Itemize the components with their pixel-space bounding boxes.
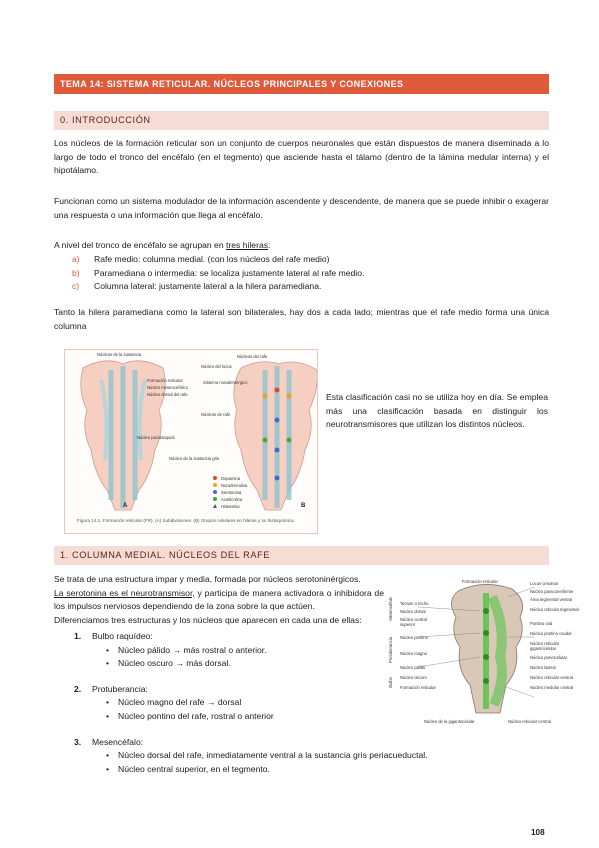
medial-paragraph-1: Se trata de una estructura impar y media, formada por núcleos serotoninérgicos. [54, 574, 361, 584]
legend-item: Noradrenalina [221, 483, 248, 488]
figure-label: Núcleo de la gigantocelular [424, 719, 475, 724]
figure-label: Núcleo reticular ventral [530, 675, 573, 680]
intro-paragraph-4: Tanto la hilera paramediana como la lateral son bilaterales, hay dos a cada lado; mientras que el rafe medio forma una única columna [54, 307, 549, 331]
list-item [72, 280, 542, 294]
medial-intro [54, 573, 384, 627]
structure-number: 1. [74, 631, 82, 641]
figure-legend-markers [213, 476, 217, 508]
figure-label: Núcleo reticular central [508, 719, 551, 724]
list-item-text: Núcleo central superior, en el tegmento. [118, 763, 270, 774]
figure-label: Núcleo central superior [400, 617, 427, 627]
list-item [72, 267, 542, 281]
bullet-icon: • [106, 750, 110, 761]
figure-label: Núcleo reticular tegmental [530, 607, 579, 612]
figure-label: Núcleo pontino [400, 635, 428, 640]
figure-label: Núcleo lateral [530, 665, 556, 670]
list-item [106, 763, 474, 777]
bullet-icon: • [106, 697, 110, 708]
figure-label: Núcleos del rafe [237, 354, 268, 359]
figure-label: Núcleo pálido [400, 665, 426, 670]
figure-label: Formación reticular [462, 579, 498, 584]
structure-name: Protuberancia: [92, 683, 148, 694]
figure-label: Núcleos de rafe [201, 412, 231, 417]
list-item-text: Núcleo oscuro → más dorsal. [118, 658, 231, 669]
figure-label: Núcleo magno [400, 651, 428, 656]
intro-paragraph-2: Funcionan como un sistema modulador de la información ascendente y descendente, de manera que se puede inhibir o exagerar una respuesta o una información que llega al encéfalo. [54, 196, 549, 220]
figure-side-label: Bulbo [388, 677, 393, 688]
serotonin-underlined: La serotonina es el neurotransmisor, [54, 587, 195, 598]
figure-label: Núcleo reticular gigantocelular [530, 641, 560, 651]
figure-side-label: Mesencéfalo [388, 597, 393, 621]
classification-note: Esta clasificación casi no se utiliza hoy en día. Se emplea más una clasificación basada en distinguir los neurotransmisores que utilizan los distintos núcleos. [326, 392, 548, 430]
hileras-intro-text: A nivel del tronco de encéfalo se agrupan en [54, 240, 226, 250]
list-item-text: Paramediana o intermedia: se localiza justamente lateral al rafe medio. [94, 267, 365, 278]
figure-side-label: Protuberancia [388, 637, 393, 664]
bullet-icon: • [106, 763, 110, 774]
list-item-text: Núcleo pálido → más rostral o anterior. [118, 644, 267, 655]
hileras-colon: : [268, 240, 271, 250]
hileras-underlined: tres hileras [226, 240, 269, 250]
figure-label: Tectum o techo [400, 601, 429, 606]
brainstem-illustration [65, 350, 317, 533]
list-marker: c) [72, 281, 80, 292]
figure-label: Núcleo paracuneiforme [530, 589, 574, 594]
raphe-nuclei-figure [388, 577, 588, 737]
list-item-text: Columna lateral: justamente lateral a la hilera paramediana. [94, 281, 322, 292]
bullet-icon: • [106, 644, 110, 655]
bullet-icon: • [106, 710, 110, 721]
legend-item: Histamina [221, 504, 240, 509]
structure-name: Bulbo raquídeo: [92, 631, 153, 641]
list-item-text: Núcleo dorsal del rafe, inmediatamente ventral a la sustancia gris periacueductal. [118, 750, 428, 761]
list-item-text: Núcleo pontino del rafe, rostral o anterior [118, 710, 274, 721]
list-item-text: Núcleo magno del rafe → dorsal [118, 697, 242, 708]
hileras-list [72, 253, 542, 294]
medial-paragraph-2 [54, 587, 384, 614]
list-item-text: Rafe medio: columna medial. (con los núcleos del rafe medio) [94, 254, 330, 264]
structure-number: 2. [74, 683, 82, 694]
section-heading-introduccion: 0. INTRODUCCIÓN [54, 111, 549, 130]
figure-label: Núcleo parvocelular [530, 655, 568, 660]
figure-label: Núcleo mesencefálico [147, 385, 188, 390]
figure-label: Núcleo del locus [201, 364, 232, 369]
figure-label: Núcleo de la sustancia gris [169, 456, 220, 461]
figure-label: Pontino oral [530, 621, 553, 626]
figure-label: Núcleo dorsal [400, 609, 426, 614]
figure-label: Núcleo parabraquial [137, 435, 175, 440]
intro-paragraph-3 [54, 239, 549, 253]
figure-label: Núcleo medular central [530, 685, 574, 690]
figure-label: Locus ceruleus [530, 581, 559, 586]
reticular-formation-figure [64, 349, 318, 534]
panel-letter: B [301, 503, 306, 509]
panel-letter: A [123, 503, 128, 509]
bullet-icon: • [106, 658, 110, 669]
structure-number: 3. [74, 736, 82, 747]
figure-label: Núcleo dorsal del rafe [147, 392, 188, 397]
list-marker: a) [72, 254, 80, 264]
section-heading-columna-medial: 1. COLUMNA MEDIAL. NÚCLEOS DEL RAFE [54, 546, 549, 565]
list-item [72, 253, 542, 267]
structure-item [74, 736, 474, 777]
legend-item: Acetilcolina [221, 497, 243, 502]
legend-item: Serotonina [221, 490, 242, 495]
medial-paragraph-3: Diferenciamos tres estructuras y los núcleos que aparecen en cada una de ellas: [54, 614, 362, 625]
page-number: 108 [531, 828, 545, 837]
figure-label: Núcleo pontino caudal [530, 631, 572, 636]
figure-label: Área tegmental ventral [530, 597, 573, 602]
figure-caption: Figura 14.1. Formación reticular (FR). (A) Subdivisiones. (B) Grupos celulares en hileras y su histoquímica. [77, 518, 295, 523]
intro-paragraph-1: Los núcleos de la formación reticular son un conjunto de cuerpos neuronales que están dispuestos de manera diseminada a lo largo de todo el tronco del encéfalo (en el tegmento) que asciende hasta el tálamo (dentro de la lámina medular interna) y el hipotálamo. [54, 138, 549, 176]
list-marker: b) [72, 267, 80, 278]
serotonin-text: y participa de manera activadora o inhibidora de los impulsos nerviosos dependiendo de la zona sobre la que actúen. [54, 587, 384, 612]
figure-label: Sistema noradrenérgico [203, 380, 248, 385]
structure-name: Mesencéfalo: [92, 736, 144, 747]
figure-label: Formación reticular [400, 685, 436, 690]
document-title: TEMA 14: SISTEMA RETICULAR. NÚCLEOS PRINCIPALES Y CONEXIONES [54, 74, 549, 94]
figure-label: Formación reticular [147, 378, 183, 383]
legend-item: Dopamina [221, 476, 241, 481]
figure-label: Núcleos de la sustancia [97, 352, 142, 357]
list-item [106, 749, 474, 763]
figure-label: Núcleo oscuro [400, 675, 427, 680]
